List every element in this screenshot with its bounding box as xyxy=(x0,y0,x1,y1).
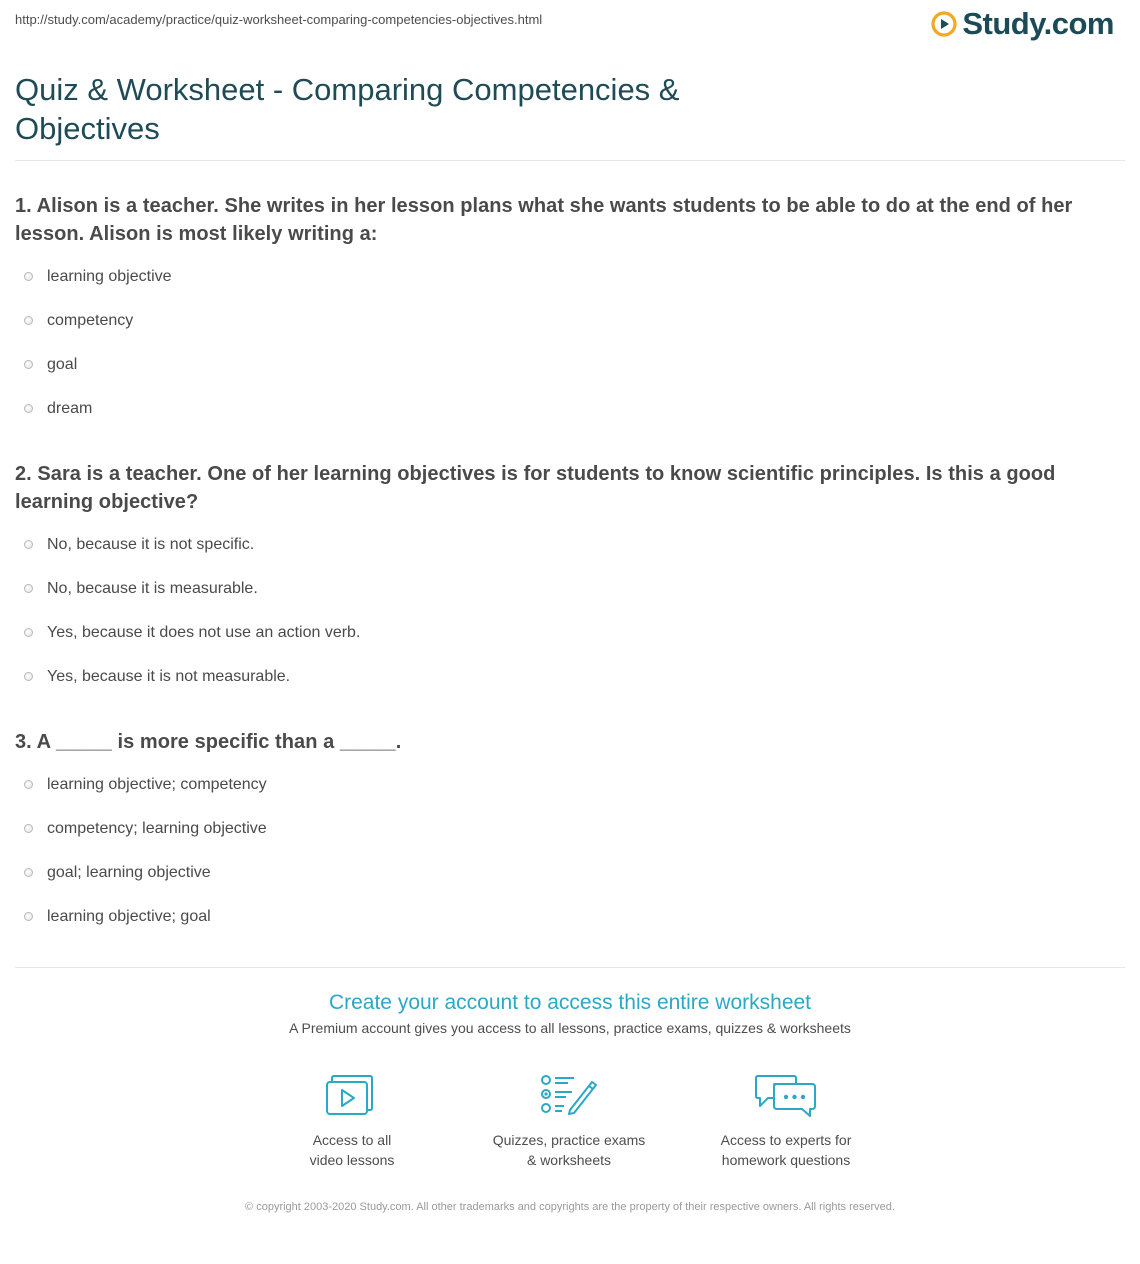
brand-name: Study.com xyxy=(962,6,1114,41)
question-1-text: 1. Alison is a teacher. She writes in her lesson plans what she wants students to be able to do at the end of her lesson. Alison is most likely writing a: xyxy=(15,195,1073,245)
answer-label: competency; learning objective xyxy=(47,820,267,837)
answer-label: learning objective xyxy=(47,268,172,285)
radio-button[interactable] xyxy=(24,404,33,413)
question-1 xyxy=(15,192,1125,417)
radio-button[interactable] xyxy=(24,584,33,593)
feature-label-line2: video lessons xyxy=(309,1152,395,1168)
answer-label: dream xyxy=(47,400,93,417)
radio-button[interactable] xyxy=(24,316,33,325)
question-3 xyxy=(15,728,1125,925)
radio-button[interactable] xyxy=(24,272,33,281)
radio-button[interactable] xyxy=(24,824,33,833)
page-header xyxy=(0,0,1140,50)
page-url: http://study.com/academy/practice/quiz-worksheet-comparing-competencies-objectives.html xyxy=(15,12,543,27)
question-2 xyxy=(15,460,1125,685)
quiz-checklist-icon xyxy=(540,1072,598,1118)
radio-button[interactable] xyxy=(24,628,33,637)
premium-cta xyxy=(0,988,1140,1038)
brand-logo[interactable] xyxy=(931,4,1114,44)
answer-label: learning objective; goal xyxy=(47,908,211,925)
feature-label-line1: Access to experts for xyxy=(720,1132,852,1148)
answer-label: goal xyxy=(47,356,78,373)
answer-label: goal; learning objective xyxy=(47,864,211,881)
answer-label: Yes, because it is not measurable. xyxy=(47,668,291,685)
cta-divider xyxy=(15,967,1125,968)
page-title: Quiz & Worksheet - Comparing Competencies & Objectives xyxy=(15,72,680,146)
answer-label: Yes, because it does not use an action verb. xyxy=(47,624,361,641)
radio-button[interactable] xyxy=(24,672,33,681)
feature-label-line2: & worksheets xyxy=(526,1152,612,1168)
cta-subtitle: A Premium account gives you access to all lessons, practice exams, quizzes & worksheets xyxy=(289,1020,851,1036)
radio-button[interactable] xyxy=(24,868,33,877)
answer-label: No, because it is not specific. xyxy=(47,536,255,553)
question-2-text: 2. Sara is a teacher. One of her learning objectives is for students to know scientific principles. Is this a good learning objective? xyxy=(15,463,1056,513)
feature-label-line1: Quizzes, practice exams xyxy=(492,1132,646,1148)
feature-label-line2: homework questions xyxy=(721,1152,851,1168)
chat-bubbles-icon xyxy=(754,1072,818,1118)
feature-video-lessons xyxy=(252,1072,452,1170)
radio-button[interactable] xyxy=(24,780,33,789)
play-circle-logo-icon xyxy=(931,11,957,37)
radio-button[interactable] xyxy=(24,360,33,369)
feature-label-line1: Access to all xyxy=(312,1132,392,1148)
question-3-text: 3. A _____ is more specific than a _____. xyxy=(15,731,402,753)
radio-button[interactable] xyxy=(24,912,33,921)
copyright-notice: © copyright 2003-2020 Study.com. All other trademarks and copyrights are the property of their respective owners. All rights reserved. xyxy=(245,1201,895,1213)
feature-experts xyxy=(686,1072,886,1170)
answer-label: competency xyxy=(47,312,134,329)
title-divider xyxy=(15,160,1125,161)
cta-title-link[interactable]: Create your account to access this entire worksheet xyxy=(328,991,812,1014)
answer-label: No, because it is measurable. xyxy=(47,580,258,597)
feature-quizzes xyxy=(469,1072,669,1170)
answer-label: learning objective; competency xyxy=(47,776,267,793)
video-lessons-icon xyxy=(325,1072,379,1118)
radio-button[interactable] xyxy=(24,540,33,549)
